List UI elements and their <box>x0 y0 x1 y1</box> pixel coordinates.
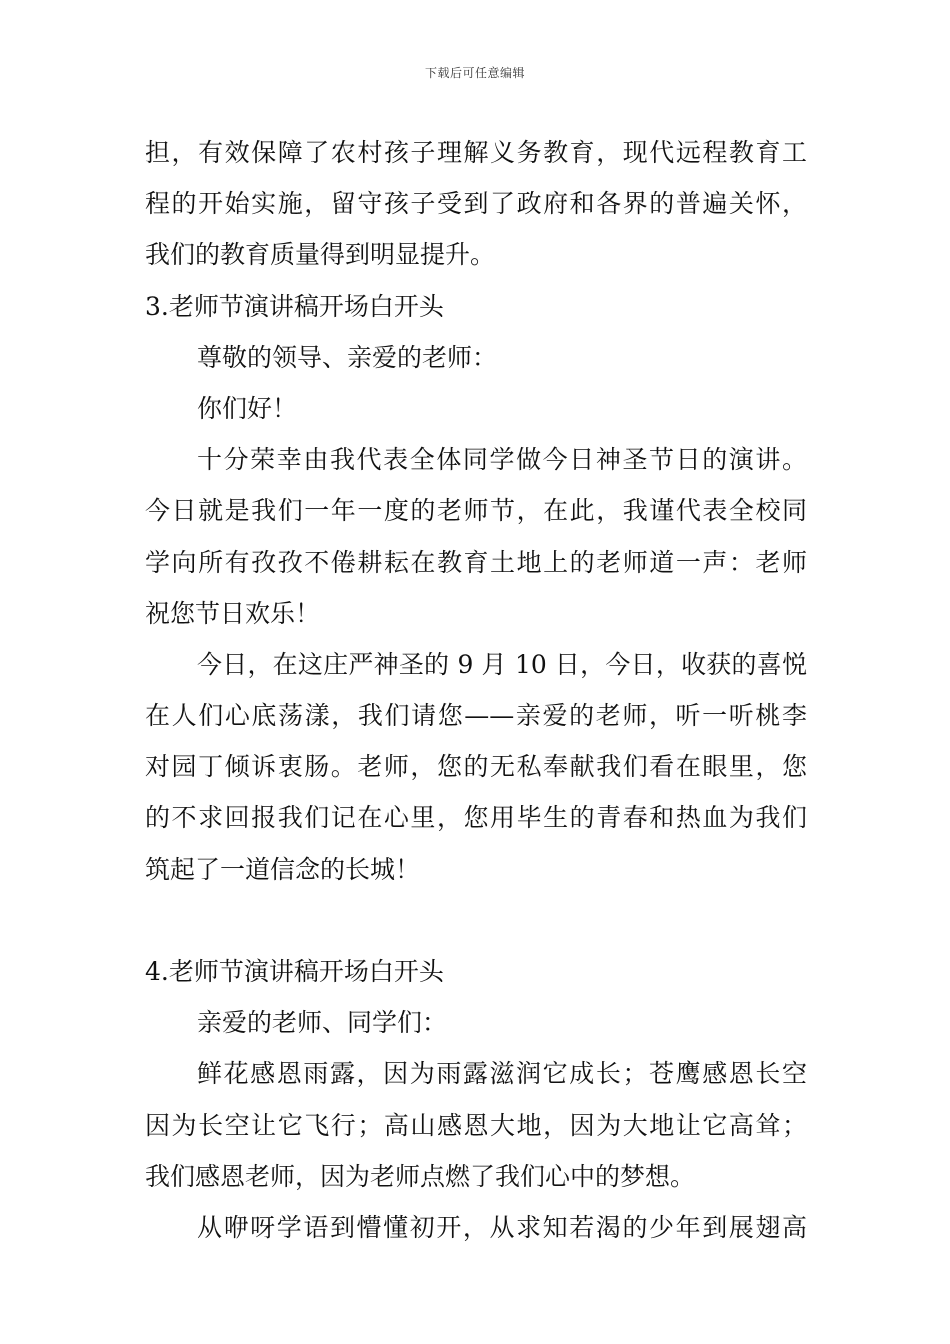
text-line: 对园丁倾诉衷肠。老师，您的无私奉献我们看在眼里，您 <box>145 752 807 782</box>
text-line: 程的开始实施，留守孩子受到了政府和各界的普遍关怀， <box>145 189 807 219</box>
salutation: 亲爱的老师、同学们： <box>197 1008 448 1038</box>
text-line: 筑起了一道信念的长城！ <box>145 854 421 884</box>
section-heading-3: 3.老师节演讲稿开场白开头 <box>145 291 444 321</box>
salutation: 尊敬的领导、亲爱的老师： <box>197 342 498 372</box>
section-heading-4: 4.老师节演讲稿开场白开头 <box>145 957 444 986</box>
text-line: 的不求回报我们记在心里，您用毕生的青春和热血为我们 <box>145 803 807 833</box>
text-line: 因为长空让它飞行；高山感恩大地，因为大地让它高耸； <box>145 1110 807 1140</box>
text-line: 从咿呀学语到懵懂初开，从求知若渴的少年到展翅高 <box>197 1212 807 1242</box>
text-line: 今日就是我们一年一度的老师节，在此，我谨代表全校同 <box>145 496 807 526</box>
text-line: 今日，在这庄严神圣的 9 月 10 日，今日，收获的喜悦 <box>197 649 807 679</box>
text-line: 鲜花感恩雨露，因为雨露滋润它成长；苍鹰感恩长空 <box>197 1059 807 1089</box>
text-line: 担，有效保障了农村孩子理解义务教育，现代远程教育工 <box>145 138 807 167</box>
text-line: 祝您节日欢乐！ <box>145 598 321 628</box>
text-line: 我们的教育质量得到明显提升。 <box>145 240 496 270</box>
document-body <box>145 127 807 1253</box>
page-header: 下载后可任意编辑 <box>424 66 525 80</box>
text-line: 十分荣幸由我代表全体同学做今日神圣节日的演讲。 <box>197 445 807 475</box>
text-line: 在人们心底荡漾，我们请您——亲爱的老师，听一听桃李 <box>145 701 807 731</box>
greeting: 你们好！ <box>197 393 298 423</box>
paragraph-gap <box>145 895 807 946</box>
text-line: 我们感恩老师，因为老师点燃了我们心中的梦想。 <box>145 1161 696 1191</box>
text-line: 学向所有孜孜不倦耕耘在教育土地上的老师道一声：老师 <box>145 547 807 577</box>
